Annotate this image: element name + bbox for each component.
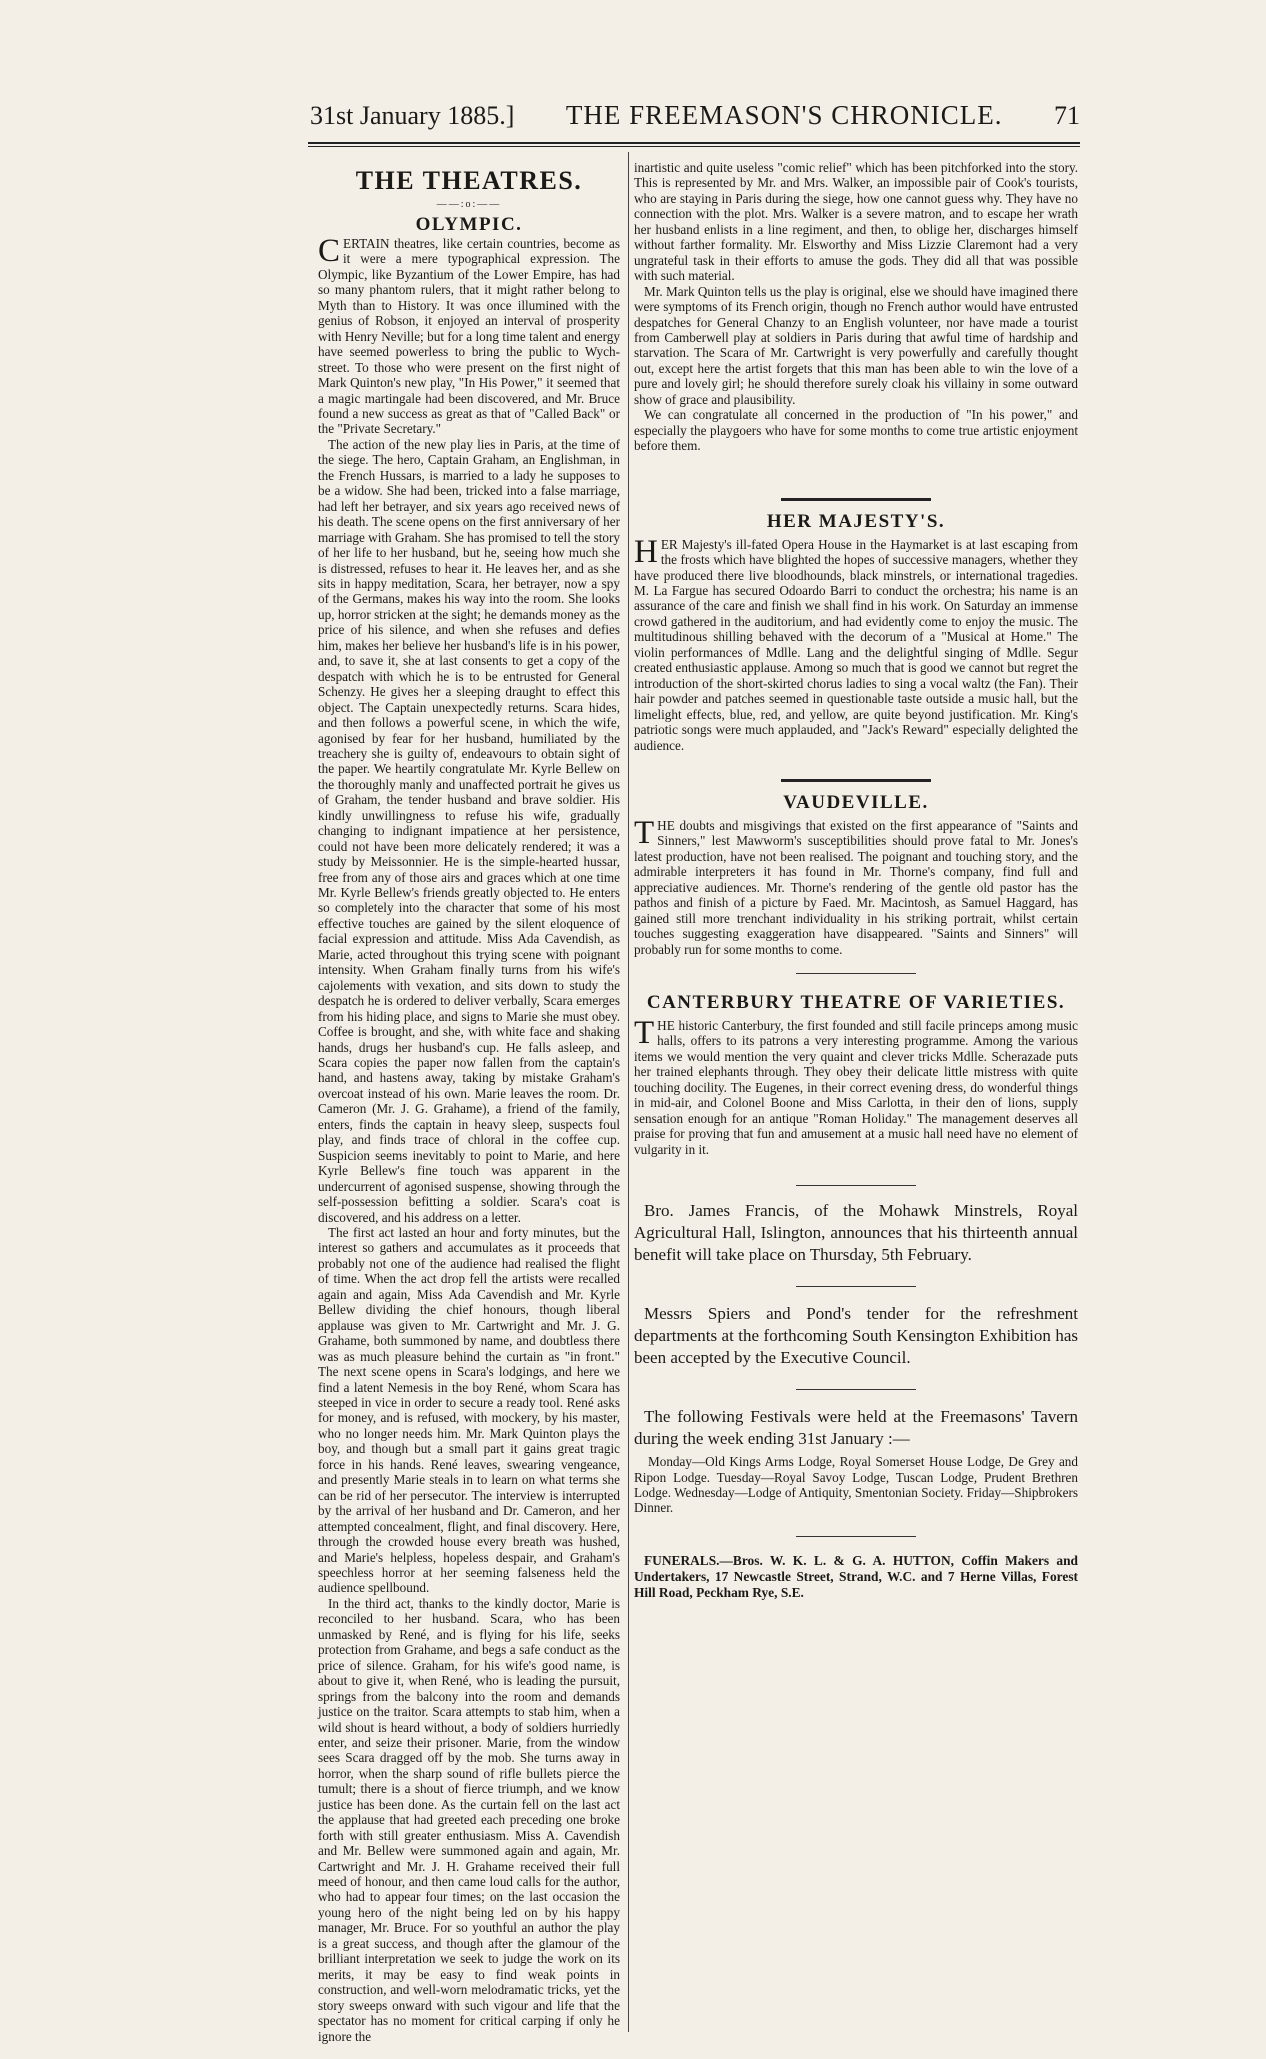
section-rule	[796, 973, 916, 974]
masthead	[310, 100, 1080, 136]
section-rule	[796, 1389, 916, 1390]
her-majestys-paragraph: HER Majesty's ill-fated Opera House in the Haymarket is at last escaping from the frosts which have blighted the hopes of successive managers, whether they have produced there live bloodhounds, black minstrels, or international tragedies. M. La Fargue has secured Odoardo Barri to conduct the orchestra; his name is an assurance of the care and finish we shall find in his work. On Saturday an immense crowd gathered in the auditorium, and had evidently come to enjoy the music. The multitudinous shilling behaved with the decorum of a "Musical at Home." The violin performances of Mdlle. Lang and the delightful singing of Mdlle. Segur created enthusiastic applause. Among so much that is good we cannot but regret the introduction of the short-skirted chorus ladies to sing a vocal waltz (the Fan). Their hair powder and patches seemed in questionable taste outside a music hall, but the limelight effects, blue, red, and yellow, are quite beyond justification. Mr. King's patriotic songs were much applauded, and "Jack's Reward" especially delighted the audience.	[634, 533, 1078, 753]
left-column	[318, 160, 620, 2044]
drop-cap: T	[634, 814, 655, 851]
subheading-vaudeville: VAUDEVILLE.	[783, 791, 929, 813]
festivals-notice: The following Festivals were held at the Freemasons' Tavern during the week ending 31st January :—	[634, 1407, 1078, 1449]
section-rule	[796, 1536, 916, 1537]
section-heading-theatres: THE THEATRES.	[355, 166, 583, 195]
olympic-quinton-paragraph: Mr. Mark Quinton tells us the play is original, else we should have imagined there were symptoms of its French origin, though no French author would have entrusted despatches for General Chanzy to an English volunteer, nor have made a tourist from Camberwell play at soldiers in Paris during that awful time of hardship and starvation. The Scara of Mr. Cartwright is very powerfully and carefully thought out, except here the artist forgets that this man has been able to win the love of a pure and lovely girl; he should therefore surely cloak his villainy in some outward show of grace and plausibility.	[634, 283, 1078, 407]
drop-cap: T	[634, 1015, 655, 1052]
section-rule	[781, 779, 931, 782]
masthead-rule	[308, 142, 1080, 144]
subheading-canterbury: CANTERBURY THEATRE OF VARIETIES.	[646, 992, 1066, 1014]
olympic-congratulation-paragraph: We can congratulate all concerned in the production of "In his power," and especially the playgoers who have for some months to come true artistic enjoyment before them.	[634, 407, 1078, 454]
issue-date: 31st January 1885.]	[310, 101, 515, 130]
canterbury-paragraph: THE historic Canterbury, the first founded and still facile princeps among music halls, offers to its patrons a very interesting programme. Among the various items we would mention the very quaint and clever tricks Mdlle. Scherazade puts her trained elephants through. They obey their delicate little mistress with quite touching docility. The Eugenes, in their correct evening dress, do wonderful things in mid-air, and Colonel Boone and Miss Carlotta, in their den of lions, supply sensation enough for an antique "Roman Holiday." The management deserves all praise for proving that fun and amusement at a music hall need have no element of vulgarity in it.	[634, 1015, 1078, 1157]
subheading-olympic: OLYMPIC.	[415, 214, 523, 235]
section-rule	[796, 1286, 916, 1287]
spiers-pond-notice: Messrs Spiers and Pond's tender for the refreshment departments at the forthcoming South Kensington Exhibition has been accepted by the Executive Council.	[634, 1304, 1078, 1368]
olympic-paragraph-2: The action of the new play lies in Paris, at the time of the siege. The hero, Captain Graham, an Englishman, in the French Hussars, is married to a lady he supposes to be a widow. She had been, tricked into a false marriage, had left her betrayer, and six years ago received news of his death. The scene opens on the first anniversary of her marriage with Graham. She has promised to tell the story of her life to her husband, but he, seeing how much she is distressed, refuses to hear it. He leaves her, and as she sits in happy meditation, Scara, her betrayer, now a spy of the Germans, makes his way into the room. She looks up, horror stricken at the sight; he demands money as the price of his silence, and when she refuses and defies him, makes her believe her husband's life is in his power, and, to save it, she at last consents to get a copy of the despatch with which he is to be entrusted for General Schenzy. He gives her a sleeping draught to effect this object. The Captain unexpectedly returns. Scara hides, and then follows a powerful scene, in which the wife, agonised by fear for her husband, humiliated by the treachery she is guilty of, endeavours to obtain sight of the paper. We heartily congratulate Mr. Kyrle Bellew on the thoroughly manly and unaffected portrait he gives us of Graham, the tender husband and brave soldier. His kindly unwillingness to refuse his wife, gradually changing to indignant impatience at her persistence, could not have been more delicately rendered; it was a study by Meissonnier. He is the simple-hearted hussar, free from any of those airs and graces which at one time Mr. Kyrle Bellew's friends greatly objected to. He enters so completely into the character that some of his most effective touches are gained by the silent eloquence of facial expression and attitude. Miss Ada Cavendish, as Marie, acted throughout this trying scene with poignant intensity. When Graham finally turns from his wife's cajolements with vexation, and sits down to study the despatch he is ordered to deliver verbally, Scara emerges from his hiding place, and signs to Marie she must obey. Coffee is brought, and she, with white face and shaking hands, drugs her husband's cup. He falls asleep, and Scara copies the paper now fallen from the captain's hand, and hastens away, taking by mistake Graham's overcoat instead of his own. Marie leaves the room. Dr. Cameron (Mr. J. G. Grahame), a friend of the family, enters, finds the captain in heavy sleep, suspects foul play, and finds trace of chloral in the coffee cup. Suspicion seems inevitably to point to Marie, and here Kyrle Bellew's fine touch was apparent in the undercurrent of agonised suspense, showing through the self-possession befitting a soldier. Scara's coat is discovered, and his address on a letter.	[318, 436, 620, 1225]
column-divider	[628, 152, 629, 2032]
olympic-paragraph-4: In the third act, thanks to the kindly doctor, Marie is reconciled to her husband. Scara, who has been unmasked by René, and is flying for his life, seeks protection from Grahame, and begs a safe conduct as the price of silence. Graham, for his wife's good name, is about to give it, when René, who is leading the pursuit, springs from the balcony into the room and demands justice on the traitor. Scara attempts to stab him, when a wild shout is heard without, a body of soldiers hurriedly enter, and seize their prisoner. Marie, from the window sees Scara dragged off by the mob. She turns away in horror, when the sharp sound of rifle bullets pierce the tumult; there is a shout of fierce triumph, and we know justice has been done. As the curtain fell on the last act the applause that had greeted each preceding one broke forth with still greater enthusiasm. Miss A. Cavendish and Mr. Bellew were summoned again and again, Mr. Cartwright and Mr. J. H. Grahame received their full meed of honour, and then came loud calls for the author, who had to appear four times; on the last occasion the young hero of the night being led on by his happy manager, Mr. Bruce. For so youthful an author the play is a great success, and though after the glamour of the brilliant interpretation we seek to judge the work on its merits, it may be easy to find weak points in construction, and well-worn melodramatic tricks, yet the story sweeps onward with such vigour and life that the spectator has no moment for critical carping if only he ignore the	[318, 1595, 620, 2044]
page-number: 71	[1053, 101, 1080, 130]
lodges-list: Monday—Old Kings Arms Lodge, Royal Somerset House Lodge, De Grey and Ripon Lodge. Tuesday—Royal Savoy Lodge, Tuscan Lodge, Prudent Brethren Lodge. Wednesday—Lodge of Antiquity, Smentonian Society. Friday—Shipbrokers Dinner.	[634, 1454, 1078, 1516]
francis-notice: Bro. James Francis, of the Mohawk Minstrels, Royal Agricultural Hall, Islington, announces that his thirteenth annual benefit will take place on Thursday, 5th February.	[634, 1201, 1078, 1265]
drop-cap: H	[634, 533, 658, 570]
drop-cap: C	[318, 233, 341, 269]
section-rule	[796, 1185, 916, 1186]
olympic-paragraph-3: The first act lasted an hour and forty minutes, but the interest so gathers and accumulates as it proceeds that probably not one of the audience had realised the flight of time. When the act drop fell the artists were recalled again and again, Miss Ada Cavendish and Mr. Kyrle Bellew dividing the chief honours, though liberal applause was given to Mr. Cartwright and Mr. J. G. Grahame, both summoned by name, and doubtless there was as much pleasure behind the curtain as "in front." The next scene opens in Scara's lodgings, and here we find a latent Nemesis in the boy René, whom Scara has steeped in vice in order to secure a ready tool. René asks for money, and is refused, with mockery, by his master, who no longer needs him. Mr. Mark Quinton plays the boy, and though but a small part it gains great tragic force in his hands. René leaves, swearing vengeance, and presently Marie steals in to learn on what terms she can be rid of her persecutor. The interview is interrupted by the arrival of her husband and Dr. Cameron, and her attempted concealment, flight, and final discovery. Here, through the crowded house every breath was hushed, and Marie's helpless, hopeless despair, and Graham's speechless horror at her seeming falseness held the audience spellbound.	[318, 1225, 620, 1596]
heading-ornament: ——:o:——	[436, 199, 502, 210]
right-column	[634, 160, 1078, 1601]
subheading-her-majestys: HER MAJESTY'S.	[766, 510, 946, 532]
vaudeville-paragraph: THE doubts and misgivings that existed on the first appearance of "Saints and Sinners," lest Mawworm's susceptibilities should prove fatal to Mr. Jones's latest production, have not been realised. The poignant and touching story, and the admirable interpreters it has found in Mr. Thorne's company, find full and appreciative audiences. Mr. Thorne's rendering of the gentle old pastor has the pathos and finish of a picture by Faed. Mr. Macintosh, as Samuel Haggard, has gained still more trenchant individuality in his striking portrait, whilst certain touches suggesting exaggeration have disappeared. "Saints and Sinners" will probably run for some months to come.	[634, 814, 1078, 957]
publication-title: THE FREEMASON'S CHRONICLE.	[565, 100, 1003, 130]
section-rule	[781, 498, 931, 501]
olympic-continued-paragraph: inartistic and quite useless "comic relief" which has been pitchforked into the story. This is represented by Mr. and Mrs. Walker, an impossible pair of Cook's tourists, who are staying in Paris during the siege, how one cannot guess why. They have no connection with the plot. Mrs. Walker is a severe matron, and to escape her wrath her husband enlists in a line regiment, and then, to oblige her, discharges himself without farther formality. Mr. Elsworthy and Miss Lizzie Claremont had a very ungrateful task in their efforts to amuse the gods. They did all that was possible with such material.	[634, 160, 1078, 284]
olympic-paragraph-1: CERTAIN theatres, like certain countries, become as it were a mere typographical expression. The Olympic, like Byzantium of the Lower Empire, has had so many phantom rulers, that it might rather belong to Myth than to History. It was once illumined with the genius of Robson, it enjoyed an interval of prosperity with Henry Neville; but for a long time talent and energy have seemed powerless to bring the public to Wych-street. To those who were present on the first night of Mark Quinton's new play, "In His Power," it seemed that a magic martingale had been discovered, and Mr. Bruce found a new success as great as that of "Called Back" or the "Private Secretary."	[318, 233, 620, 437]
masthead-rule-thin	[308, 146, 1080, 147]
funerals-advertisement: FUNERALS.—Bros. W. K. L. & G. A. HUTTON, Coffin Makers and Undertakers, 17 Newcastle Street, Strand, W.C. and 7 Herne Villas, Forest Hill Road, Peckham Rye, S.E.	[634, 1552, 1078, 1600]
